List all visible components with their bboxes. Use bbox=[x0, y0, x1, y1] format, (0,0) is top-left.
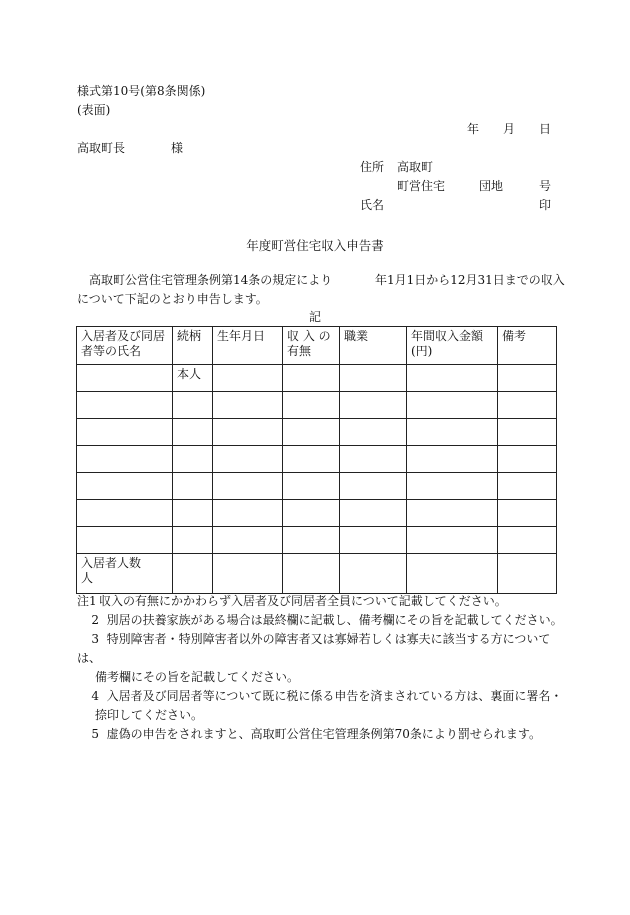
note-4-continued: 捺印してください。 bbox=[95, 708, 204, 722]
cell-income-presence[interactable] bbox=[283, 365, 340, 392]
address-label: 住所 bbox=[360, 160, 385, 174]
header-occupation: 職業 bbox=[340, 327, 407, 365]
note-1 bbox=[77, 592, 567, 611]
cell-remarks[interactable] bbox=[498, 473, 557, 500]
table-row bbox=[77, 527, 557, 554]
form-side: (表面) bbox=[77, 103, 111, 117]
resident-count-cell bbox=[77, 554, 173, 594]
honorific: 様 bbox=[171, 141, 184, 155]
note-text: 別居の扶養家族がある場合は最終欄に記載し、備考欄にその旨を記載してください。 bbox=[106, 613, 563, 627]
cell-annual-income[interactable] bbox=[407, 419, 498, 446]
danchi-label: 団地 bbox=[479, 179, 504, 193]
resident-count-unit: 人 bbox=[81, 571, 94, 585]
note-number: 4 bbox=[91, 689, 99, 703]
cell-relationship[interactable] bbox=[173, 554, 213, 594]
cell-annual-income[interactable] bbox=[407, 446, 498, 473]
cell-name[interactable] bbox=[77, 419, 173, 446]
cell-name[interactable] bbox=[77, 527, 173, 554]
cell-remarks[interactable] bbox=[498, 419, 557, 446]
cell-annual-income[interactable] bbox=[407, 500, 498, 527]
cell-remarks[interactable] bbox=[498, 554, 557, 594]
table-row bbox=[77, 473, 557, 500]
cell-annual-income[interactable] bbox=[407, 527, 498, 554]
cell-occupation[interactable] bbox=[340, 392, 407, 419]
cell-occupation[interactable] bbox=[340, 554, 407, 594]
cell-birthdate[interactable] bbox=[213, 500, 283, 527]
cell-income-presence[interactable] bbox=[283, 473, 340, 500]
statement-part1: 高取町公営住宅管理条例第14条の規定により bbox=[89, 273, 333, 287]
cell-relationship[interactable] bbox=[173, 446, 213, 473]
header-income-presence: 収 入 の 有無 bbox=[283, 327, 340, 365]
cell-relationship[interactable] bbox=[173, 419, 213, 446]
cell-birthdate[interactable] bbox=[213, 365, 283, 392]
cell-name[interactable] bbox=[77, 473, 173, 500]
date-day: 日 bbox=[539, 122, 552, 136]
cell-annual-income[interactable] bbox=[407, 365, 498, 392]
name-label: 氏名 bbox=[360, 198, 385, 212]
cell-name[interactable] bbox=[77, 365, 173, 392]
cell-occupation[interactable] bbox=[340, 419, 407, 446]
cell-income-presence[interactable] bbox=[283, 527, 340, 554]
cell-remarks[interactable] bbox=[498, 392, 557, 419]
cell-relationship: 本人 bbox=[173, 365, 213, 392]
cell-relationship[interactable] bbox=[173, 527, 213, 554]
cell-occupation[interactable] bbox=[340, 500, 407, 527]
cell-occupation[interactable] bbox=[340, 446, 407, 473]
statement-part2: 年1月1日から12月31日までの収入 bbox=[375, 273, 565, 287]
note-2 bbox=[77, 611, 567, 630]
cell-occupation[interactable] bbox=[340, 365, 407, 392]
resident-count-label: 入居者人数 bbox=[81, 556, 142, 570]
housing-label: 町営住宅 bbox=[397, 179, 446, 193]
table-row bbox=[77, 500, 557, 527]
cell-relationship[interactable] bbox=[173, 500, 213, 527]
note-4 bbox=[77, 687, 567, 706]
header-annual-income: 年間収入金額(円) bbox=[407, 327, 498, 365]
ki-label: 記 bbox=[308, 310, 321, 324]
cell-income-presence[interactable] bbox=[283, 392, 340, 419]
cell-annual-income[interactable] bbox=[407, 554, 498, 594]
note-number: 3 bbox=[91, 632, 99, 646]
cell-remarks[interactable] bbox=[498, 527, 557, 554]
cell-birthdate[interactable] bbox=[213, 446, 283, 473]
note-text: 入居者及び同居者等について既に税に係る申告を済まされている方は、裏面に署名・ bbox=[106, 689, 563, 703]
table-row bbox=[77, 446, 557, 473]
cell-birthdate[interactable] bbox=[213, 554, 283, 594]
seal-label: 印 bbox=[539, 198, 552, 212]
note-text: 虚偽の申告をされますと、高取町公営住宅管理条例第70条により罰せられます。 bbox=[106, 727, 541, 741]
table-row bbox=[77, 365, 557, 392]
note-3 bbox=[77, 630, 567, 668]
table-footer-row bbox=[77, 554, 557, 594]
note-5 bbox=[77, 725, 567, 744]
cell-income-presence[interactable] bbox=[283, 500, 340, 527]
header-remarks: 備考 bbox=[498, 327, 557, 365]
note-number: 2 bbox=[91, 613, 99, 627]
cell-birthdate[interactable] bbox=[213, 392, 283, 419]
date-month: 月 bbox=[503, 122, 516, 136]
cell-remarks[interactable] bbox=[498, 365, 557, 392]
address-town: 高取町 bbox=[397, 160, 434, 174]
note-text: 特別障害者・特別障害者以外の障害者又は寡婦若しくは寡夫に該当する方については、 bbox=[77, 632, 551, 665]
header-relationship: 続柄 bbox=[173, 327, 213, 365]
cell-birthdate[interactable] bbox=[213, 473, 283, 500]
note-text: 収入の有無にかかわらず入居者及び同居者全員について記載してください。 bbox=[99, 594, 507, 608]
note-3-continued: 備考欄にその旨を記載してください。 bbox=[95, 670, 300, 684]
cell-birthdate[interactable] bbox=[213, 419, 283, 446]
header-name: 入居者及び同居者等の氏名 bbox=[77, 327, 173, 365]
form-number: 様式第10号(第8条関係) bbox=[77, 84, 206, 98]
cell-birthdate[interactable] bbox=[213, 527, 283, 554]
cell-occupation[interactable] bbox=[340, 473, 407, 500]
cell-name[interactable] bbox=[77, 446, 173, 473]
cell-income-presence[interactable] bbox=[283, 554, 340, 594]
page-title: 年度町営住宅収入申告書 bbox=[246, 238, 384, 253]
note-number: 注1 bbox=[77, 594, 97, 608]
cell-income-presence[interactable] bbox=[283, 419, 340, 446]
cell-relationship[interactable] bbox=[173, 392, 213, 419]
header-birthdate: 生年月日 bbox=[213, 327, 283, 365]
note-number: 5 bbox=[91, 727, 99, 741]
cell-relationship[interactable] bbox=[173, 473, 213, 500]
table-row bbox=[77, 419, 557, 446]
table-row bbox=[77, 392, 557, 419]
cell-annual-income[interactable] bbox=[407, 392, 498, 419]
statement-line2: について下記のとおり申告します。 bbox=[77, 292, 268, 306]
cell-remarks[interactable] bbox=[498, 446, 557, 473]
cell-name[interactable] bbox=[77, 500, 173, 527]
declaration-table bbox=[76, 326, 557, 594]
table-header-row bbox=[77, 327, 557, 365]
cell-remarks[interactable] bbox=[498, 500, 557, 527]
cell-income-presence[interactable] bbox=[283, 446, 340, 473]
cell-name[interactable] bbox=[77, 392, 173, 419]
date-year: 年 bbox=[467, 122, 480, 136]
cell-occupation[interactable] bbox=[340, 527, 407, 554]
notes bbox=[77, 592, 567, 744]
number-label: 号 bbox=[539, 179, 552, 193]
addressee: 高取町長 bbox=[77, 141, 126, 155]
cell-annual-income[interactable] bbox=[407, 473, 498, 500]
